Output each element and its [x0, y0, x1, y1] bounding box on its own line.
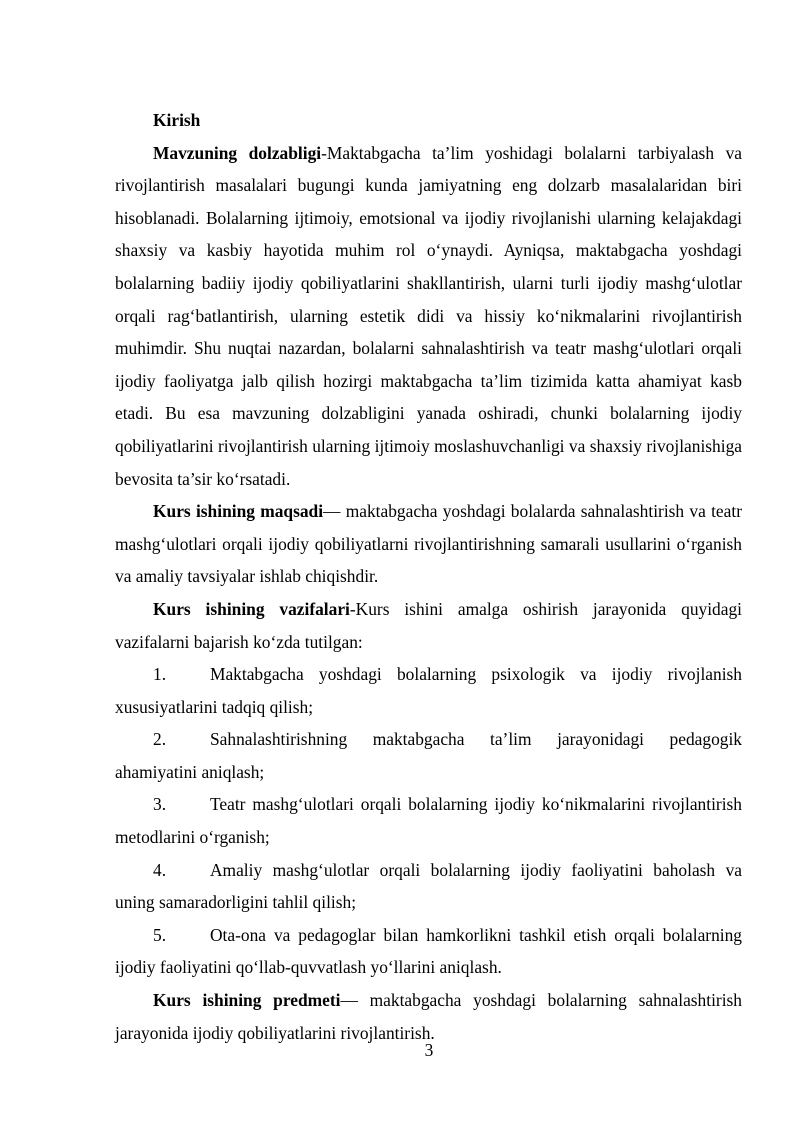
list-item-number: 1. [153, 664, 167, 685]
list-item-number: 5. [153, 924, 167, 945]
list-item [115, 723, 742, 788]
list-item [115, 919, 742, 984]
list-item [115, 658, 742, 723]
list-item-text: Maktabgacha yoshdagi bolalarning psixologik va ijodiy rivojlanish xususiyatlarini tadqiq qilish; [115, 664, 742, 717]
page-number: 3 [424, 1040, 434, 1060]
list-item [115, 854, 742, 919]
goal-term: Kurs ishining maqsadi [153, 501, 324, 522]
list-item-number: 2. [153, 729, 167, 750]
document-page [115, 104, 742, 1049]
list-item [115, 788, 742, 853]
paragraph-goal [115, 495, 742, 593]
list-item-number: 3. [153, 794, 167, 815]
paragraph-tasks [115, 593, 742, 658]
list-item-number: 4. [153, 859, 167, 880]
list-item-text: Sahnalashtirishning maktabgacha ta’lim jarayonidagi pedagogik ahamiyatini aniqlash; [115, 729, 742, 782]
list-item-text: Amaliy mashg‘ulotlar orqali bolalarning ijodiy faoliyatini baholash va uning samaradorligini tahlil qilish; [115, 859, 742, 913]
tasks-text: -Kurs ishini amalga oshirish jarayonida quyidagi vazifalarni bajarish ko‘zda tutilgan: [115, 598, 742, 652]
tasks-term: Kurs ishining vazifalari [153, 598, 350, 619]
subject-text: — maktabgacha yoshdagi bolalarning sahnalashtirish jarayonida ijodiy qobiliyatlarini rivojlantirish. [115, 990, 742, 1043]
goal-text: — maktabgacha yoshdagi bolalarda sahnalashtirish va teatr mashg‘ulotlari orqali ijodiy qobiliyatlarni rivojlantirishning samarali usullarini o‘rganish va amaliy tavsiyalar ishlab chiqishdir. [115, 501, 742, 587]
paragraph-relevance [115, 137, 742, 496]
relevance-term: Mavzuning dolzabligi [153, 142, 322, 163]
subject-term: Kurs ishining predmeti [153, 990, 341, 1011]
relevance-text: -Maktabgacha ta’lim yoshidagi bolalarni tarbiyalash va rivojlantirish masalalari bugungi kunda jamiyatning eng dolzarb masalalaridan biri hisoblanadi. Bolalarning ijtimoiy, emotsional va ijodiy rivojlanishi ularning kelajakdagi shaxsiy va kasbiy hayotida muhim rol o‘ynaydi. Ayniqsa, maktabgacha yoshdagi bolalarning badiiy ijodiy qobiliyatlarini shakllantirish, ularni turli ijodiy mashg‘ulotlar orqali rag‘batlantirish, ularning estetik didi va hissiy ko‘nikmalarini rivojlantirish muhimdir. Shu nuqtai nazardan, bolalarni sahnalashtirish va teatr mashg‘ulotlari orqali ijodiy faoliyatga jalb qilish hozirgi maktabgacha ta’lim tizimida katta ahamiyat kasb etadi. Bu esa mavzuning dolzabligini yanada oshiradi, chunki bolalarning ijodiy qobiliyatlarini rivojlantirish ularning ijtimoiy moslashuvchanligi va shaxsiy rivojlanishiga bevosita ta’sir ko‘rsatadi. [115, 142, 742, 489]
list-item-text: Teatr mashg‘ulotlari orqali bolalarning ijodiy ko‘nikmalarini rivojlantirish metodlarini o‘rganish; [115, 794, 742, 848]
section-heading: Kirish [153, 110, 201, 130]
list-item-text: Ota-ona va pedagoglar bilan hamkorlikni tashkil etish orqali bolalarning ijodiy faoliyatini qo‘llab-quvvatlash yo‘llarini aniqlash. [115, 924, 742, 978]
